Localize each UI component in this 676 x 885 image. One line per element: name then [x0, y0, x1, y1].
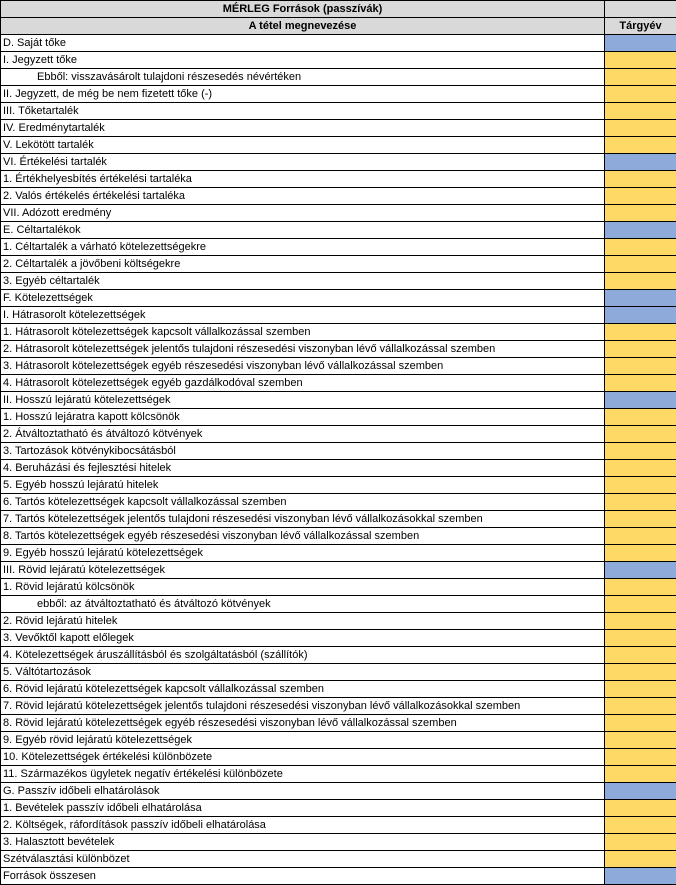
table-row: [1, 154, 676, 171]
row-label-cell[interactable]: VII. Adózott eredmény: [1, 205, 605, 222]
row-label-cell[interactable]: Ebből: visszavásárolt tulajdoni részesedés névértéken: [1, 69, 605, 86]
input-value-cell[interactable]: [605, 409, 676, 426]
input-value-cell[interactable]: [605, 273, 676, 290]
input-value-cell[interactable]: [605, 800, 676, 817]
table-row: [1, 205, 676, 222]
table-row: [1, 86, 676, 103]
row-label-cell[interactable]: 10. Kötelezettségek értékelési különbözete: [1, 749, 605, 766]
row-label-cell[interactable]: E. Céltartalékok: [1, 222, 605, 239]
table-row: [1, 834, 676, 851]
table-row: [1, 732, 676, 749]
row-label-cell[interactable]: 2. Átváltoztatható és átváltozó kötvények: [1, 426, 605, 443]
table-row: [1, 681, 676, 698]
input-value-cell[interactable]: [605, 715, 676, 732]
row-label-cell[interactable]: 3. Vevőktől kapott előlegek: [1, 630, 605, 647]
row-label-cell[interactable]: III. Rövid lejáratú kötelezettségek: [1, 562, 605, 579]
row-label-cell[interactable]: 7. Tartós kötelezettségek jelentős tulajdoni részesedési viszonyban lévő vállalkozásokkal szemben: [1, 511, 605, 528]
row-label-cell[interactable]: 4. Kötelezettségek áruszállításból és szolgáltatásból (szállítók): [1, 647, 605, 664]
row-label-cell[interactable]: 6. Tartós kötelezettségek kapcsolt vállalkozással szemben: [1, 494, 605, 511]
table-row: [1, 239, 676, 256]
row-label-cell[interactable]: 1. Bevételek passzív időbeli elhatárolása: [1, 800, 605, 817]
sheet-title[interactable]: MÉRLEG Források (passzívák): [1, 1, 605, 18]
row-label-cell[interactable]: 1. Céltartalék a várható kötelezettségekre: [1, 239, 605, 256]
table-row: [1, 749, 676, 766]
table-row: [1, 52, 676, 69]
table-row: [1, 222, 676, 239]
row-label-cell[interactable]: 1. Hosszú lejáratra kapott kölcsönök: [1, 409, 605, 426]
row-label-cell[interactable]: II. Jegyzett, de még be nem fizetett tőke (-): [1, 86, 605, 103]
input-value-cell[interactable]: [605, 375, 676, 392]
row-label-cell[interactable]: VI. Értékelési tartalék: [1, 154, 605, 171]
input-value-cell[interactable]: [605, 256, 676, 273]
table-row: [1, 375, 676, 392]
input-value-cell[interactable]: [605, 86, 676, 103]
table-row: [1, 137, 676, 154]
input-value-cell[interactable]: [605, 188, 676, 205]
row-label-cell[interactable]: 9. Egyéb hosszú lejáratú kötelezettségek: [1, 545, 605, 562]
table-row: [1, 256, 676, 273]
row-label-cell[interactable]: ebből: az átváltoztatható és átváltozó kötvények: [1, 596, 605, 613]
column-header-name[interactable]: A tétel megnevezése: [1, 18, 605, 35]
table-row: [1, 630, 676, 647]
input-value-cell[interactable]: [605, 477, 676, 494]
input-value-cell[interactable]: [605, 494, 676, 511]
input-value-cell[interactable]: [605, 664, 676, 681]
input-value-cell[interactable]: [605, 766, 676, 783]
sum-value-cell[interactable]: [605, 783, 676, 800]
table-row: [1, 426, 676, 443]
table-row: [1, 766, 676, 783]
table-row: [1, 120, 676, 137]
input-value-cell[interactable]: [605, 120, 676, 137]
row-label-cell[interactable]: 5. Váltótartozások: [1, 664, 605, 681]
table-row: [1, 290, 676, 307]
table-row: [1, 358, 676, 375]
title-row: [1, 1, 676, 18]
sum-value-cell[interactable]: [605, 290, 676, 307]
row-label-cell[interactable]: 1. Hátrasorolt kötelezettségek kapcsolt vállalkozással szemben: [1, 324, 605, 341]
row-label-cell[interactable]: 6. Rövid lejáratú kötelezettségek kapcsolt vállalkozással szemben: [1, 681, 605, 698]
input-value-cell[interactable]: [605, 103, 676, 120]
input-value-cell[interactable]: [605, 851, 676, 868]
input-value-cell[interactable]: [605, 324, 676, 341]
input-value-cell[interactable]: [605, 681, 676, 698]
table-row: [1, 562, 676, 579]
table-row: [1, 783, 676, 800]
input-value-cell[interactable]: [605, 596, 676, 613]
table-row: [1, 103, 676, 120]
row-label-cell[interactable]: I. Hátrasorolt kötelezettségek: [1, 307, 605, 324]
table-row: [1, 613, 676, 630]
table-row: [1, 545, 676, 562]
row-label-cell[interactable]: 2. Céltartalék a jövőbeni költségekre: [1, 256, 605, 273]
input-value-cell[interactable]: [605, 647, 676, 664]
row-label-cell[interactable]: 2. Rövid lejáratú hitelek: [1, 613, 605, 630]
row-label-cell[interactable]: IV. Eredménytartalék: [1, 120, 605, 137]
input-value-cell[interactable]: [605, 732, 676, 749]
table-row: [1, 647, 676, 664]
input-value-cell[interactable]: [605, 613, 676, 630]
table-row: [1, 443, 676, 460]
input-value-cell[interactable]: [605, 52, 676, 69]
sum-value-cell[interactable]: [605, 562, 676, 579]
row-label-cell[interactable]: 3. Halasztott bevételek: [1, 834, 605, 851]
column-header-row: [1, 18, 676, 35]
row-label-cell[interactable]: 5. Egyéb hosszú lejáratú hitelek: [1, 477, 605, 494]
table-row: [1, 511, 676, 528]
table-row: [1, 494, 676, 511]
table-row: [1, 579, 676, 596]
input-value-cell[interactable]: [605, 817, 676, 834]
row-label-cell[interactable]: Szétválasztási különbözet: [1, 851, 605, 868]
input-value-cell[interactable]: [605, 205, 676, 222]
row-label-cell[interactable]: 7. Rövid lejáratú kötelezettségek jelentős tulajdoni részesedési viszonyban lévő vállalkozásokkal szemben: [1, 698, 605, 715]
row-label-cell[interactable]: 2. Valós értékelés értékelési tartaléka: [1, 188, 605, 205]
table-row: [1, 69, 676, 86]
row-label-cell[interactable]: II. Hosszú lejáratú kötelezettségek: [1, 392, 605, 409]
table-row: [1, 273, 676, 290]
input-value-cell[interactable]: [605, 460, 676, 477]
table-row: [1, 188, 676, 205]
input-value-cell[interactable]: [605, 630, 676, 647]
table-row: [1, 851, 676, 868]
table-row: [1, 817, 676, 834]
input-value-cell[interactable]: [605, 69, 676, 86]
input-value-cell[interactable]: [605, 137, 676, 154]
sum-value-cell[interactable]: [605, 392, 676, 409]
table-row: [1, 35, 676, 52]
row-label-cell[interactable]: 11. Származékos ügyletek negatív értékelési különbözete: [1, 766, 605, 783]
input-value-cell[interactable]: [605, 749, 676, 766]
row-label-cell[interactable]: 2. Költségek, ráfordítások passzív időbeli elhatárolása: [1, 817, 605, 834]
row-label-cell[interactable]: 3. Tartozások kötvénykibocsátásból: [1, 443, 605, 460]
row-label-cell[interactable]: G. Passzív időbeli elhatárolások: [1, 783, 605, 800]
table-row: [1, 392, 676, 409]
table-row: [1, 664, 676, 681]
row-label-cell[interactable]: 4. Beruházási és fejlesztési hitelek: [1, 460, 605, 477]
input-value-cell[interactable]: [605, 443, 676, 460]
table-row: [1, 800, 676, 817]
input-value-cell[interactable]: [605, 341, 676, 358]
table-row: [1, 715, 676, 732]
sum-value-cell[interactable]: [605, 307, 676, 324]
column-header-value[interactable]: Tárgyév: [605, 18, 676, 35]
table-row: [1, 596, 676, 613]
table-row: [1, 698, 676, 715]
input-value-cell[interactable]: [605, 698, 676, 715]
table-row: [1, 460, 676, 477]
row-label-cell[interactable]: V. Lekötött tartalék: [1, 137, 605, 154]
input-value-cell[interactable]: [605, 358, 676, 375]
sum-value-cell[interactable]: [605, 154, 676, 171]
input-value-cell[interactable]: [605, 579, 676, 596]
input-value-cell[interactable]: [605, 834, 676, 851]
table-row: [1, 324, 676, 341]
row-label-cell[interactable]: 3. Hátrasorolt kötelezettségek egyéb részesedési viszonyban lévő vállalkozással szemben: [1, 358, 605, 375]
row-label-cell[interactable]: D. Saját tőke: [1, 35, 605, 52]
row-label-cell[interactable]: 9. Egyéb rövid lejáratú kötelezettségek: [1, 732, 605, 749]
row-label-cell[interactable]: Források összesen: [1, 868, 605, 885]
row-label-cell[interactable]: 2. Hátrasorolt kötelezettségek jelentős tulajdoni részesedési viszonyban lévő vállalkozással szemben: [1, 341, 605, 358]
input-value-cell[interactable]: [605, 528, 676, 545]
sum-value-cell[interactable]: [605, 222, 676, 239]
input-value-cell[interactable]: [605, 426, 676, 443]
table-row: [1, 409, 676, 426]
row-label-cell[interactable]: F. Kötelezettségek: [1, 290, 605, 307]
sum-value-cell[interactable]: [605, 35, 676, 52]
row-label-cell[interactable]: 1. Értékhelyesbítés értékelési tartaléka: [1, 171, 605, 188]
table-row: [1, 528, 676, 545]
input-value-cell[interactable]: [605, 171, 676, 188]
input-value-cell[interactable]: [605, 239, 676, 256]
table-row: [1, 477, 676, 494]
row-label-cell[interactable]: 8. Rövid lejáratú kötelezettségek egyéb részesedési viszonyban lévő vállalkozással szemben: [1, 715, 605, 732]
input-value-cell[interactable]: [605, 545, 676, 562]
row-label-cell[interactable]: 1. Rövid lejáratú kölcsönök: [1, 579, 605, 596]
row-label-cell[interactable]: 3. Egyéb céltartalék: [1, 273, 605, 290]
table-row: [1, 341, 676, 358]
sheet-body: [1, 1, 676, 885]
row-label-cell[interactable]: I. Jegyzett tőke: [1, 52, 605, 69]
table-row: [1, 171, 676, 188]
title-blank-cell[interactable]: [605, 1, 676, 18]
row-label-cell[interactable]: 8. Tartós kötelezettségek egyéb részesedési viszonyban lévő vállalkozással szemben: [1, 528, 605, 545]
table-row: [1, 307, 676, 324]
row-label-cell[interactable]: III. Tőketartalék: [1, 103, 605, 120]
input-value-cell[interactable]: [605, 511, 676, 528]
row-label-cell[interactable]: 4. Hátrasorolt kötelezettségek egyéb gazdálkodóval szemben: [1, 375, 605, 392]
